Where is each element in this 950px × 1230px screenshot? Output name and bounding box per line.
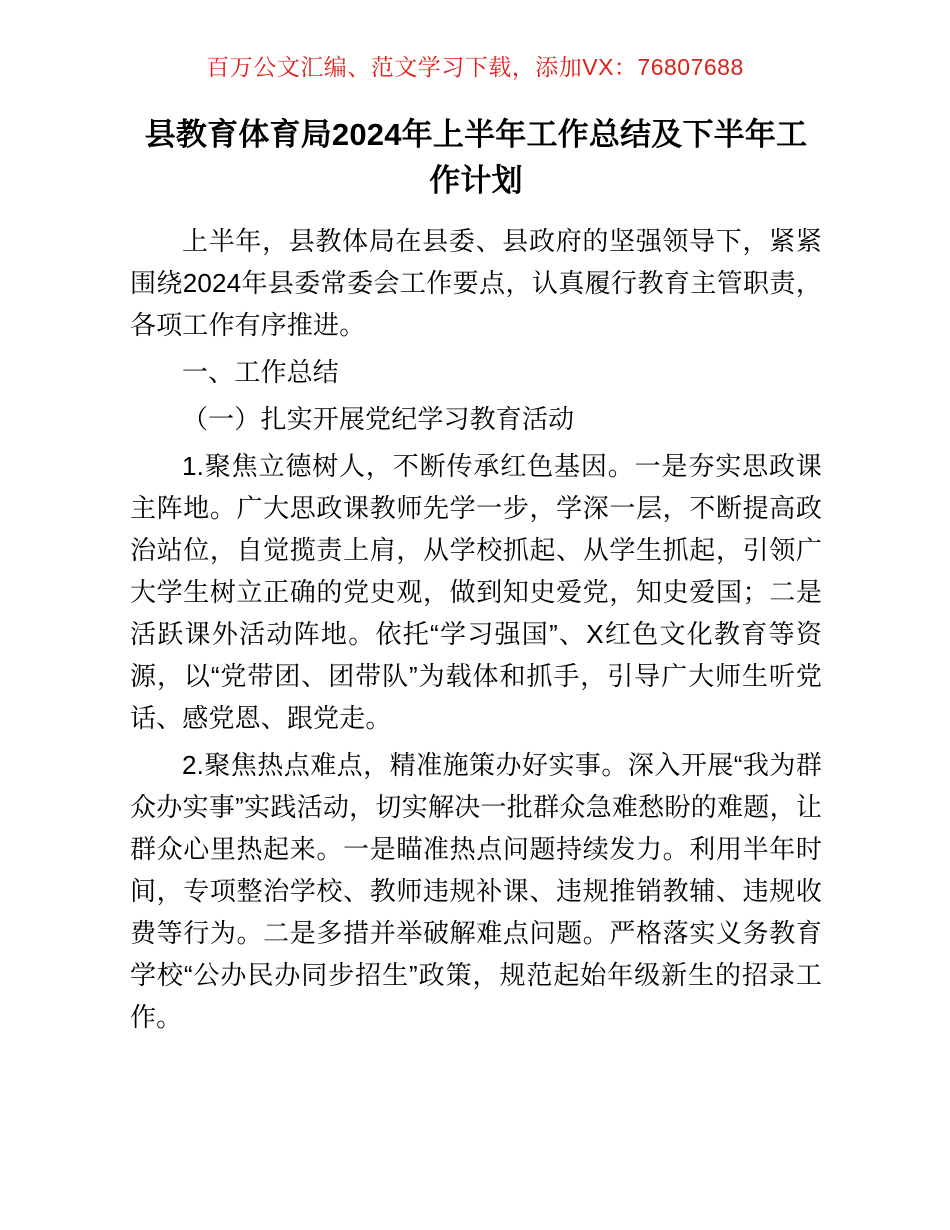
subsection-heading-party-discipline-education: （一）扎实开展党纪学习教育活动 bbox=[182, 404, 575, 434]
promo-banner-text: 百万公文汇编、范文学习下载，添加VX：76807688 bbox=[206, 54, 744, 80]
document-body bbox=[130, 112, 822, 1038]
paragraph-item-1: 1.聚焦立德树人，不断传承红色基因。一是夯实思政课主阵地。广大思政课教师先学一步，学深一层，不断提高政治站位，自觉揽责上肩，从学校抓起、从学生抓起，引领广大学生树立正确的党史观，做到知史爱党，知史爱国；二是活跃课外活动阵地。依托“学习强国”、X红色文化教育等资源，以“党带团、团带队”为载体和抓手，引导广大师生听党话、感党恩、跟党走。 bbox=[130, 451, 822, 733]
paragraph-intro: 上半年，县教体局在县委、县政府的坚强领导下，紧紧围绕2024年县委常委会工作要点，认真履行教育主管职责，各项工作有序推进。 bbox=[130, 226, 822, 340]
document-title: 县教育体育局2024年上半年工作总结及下半年工作计划 bbox=[144, 117, 808, 198]
section-heading-work-summary: 一、工作总结 bbox=[182, 357, 339, 387]
paragraph-item-2: 2.聚焦热点难点，精准施策办好实事。深入开展“我为群众办实事”实践活动，切实解决一批群众急难愁盼的难题，让群众心里热起来。一是瞄准热点问题持续发力。利用半年时间，专项整治学校、教师违规补课、违规推销教辅、违规收费等行为。二是多措并举破解难点问题。严格落实义务教育学校“公办民办同步招生”政策，规范起始年级新生的招录工作。 bbox=[130, 750, 822, 1032]
